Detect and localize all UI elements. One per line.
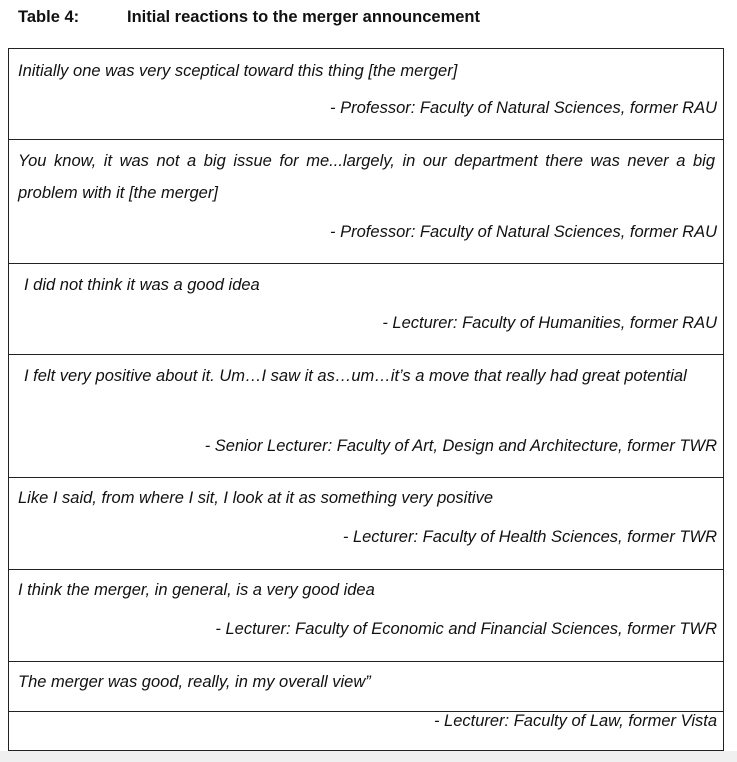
quote: Like I said, from where I sit, I look at it as something very positive xyxy=(18,489,494,507)
table-row xyxy=(9,711,723,751)
attribution: - Professor: Faculty of Natural Sciences, former RAU xyxy=(330,223,717,241)
attribution: - Lecturer: Faculty of Humanities, former RAU xyxy=(382,314,717,332)
table-number: Table 4: xyxy=(18,8,80,26)
quote: You know, it was not a big issue for me...largely, in our department there was never a big problem with it [the merger] xyxy=(18,152,715,202)
quote: I think the merger, in general, is a very good idea xyxy=(18,581,375,599)
table-row xyxy=(9,48,723,139)
table-row xyxy=(9,139,723,263)
attribution: - Professor: Faculty of Natural Sciences, former RAU xyxy=(330,99,717,117)
attribution: - Lecturer: Faculty of Health Sciences, former TWR xyxy=(342,528,717,546)
table-row xyxy=(9,477,723,569)
table-title: Initial reactions to the merger announcement xyxy=(127,8,480,26)
attribution: - Lecturer: Faculty of Law, former Vista xyxy=(433,712,717,730)
table-row xyxy=(9,661,723,711)
quote: I felt very positive about it. Um…I saw it as…um…it’s a move that really had great potential xyxy=(24,367,687,385)
quotes-table xyxy=(8,48,724,751)
quote: I did not think it was a good idea xyxy=(24,276,260,294)
attribution: - Lecturer: Faculty of Economic and Financial Sciences, former TWR xyxy=(215,620,717,638)
table-row xyxy=(9,263,723,354)
page-margin xyxy=(0,751,737,762)
quote: The merger was good, really, in my overall view” xyxy=(18,673,371,691)
table-row xyxy=(9,354,723,477)
attribution: - Senior Lecturer: Faculty of Art, Design and Architecture, former TWR xyxy=(204,437,717,455)
table-caption xyxy=(18,8,480,27)
quote: Initially one was very sceptical toward this thing [the merger] xyxy=(18,62,458,80)
table-row xyxy=(9,569,723,661)
